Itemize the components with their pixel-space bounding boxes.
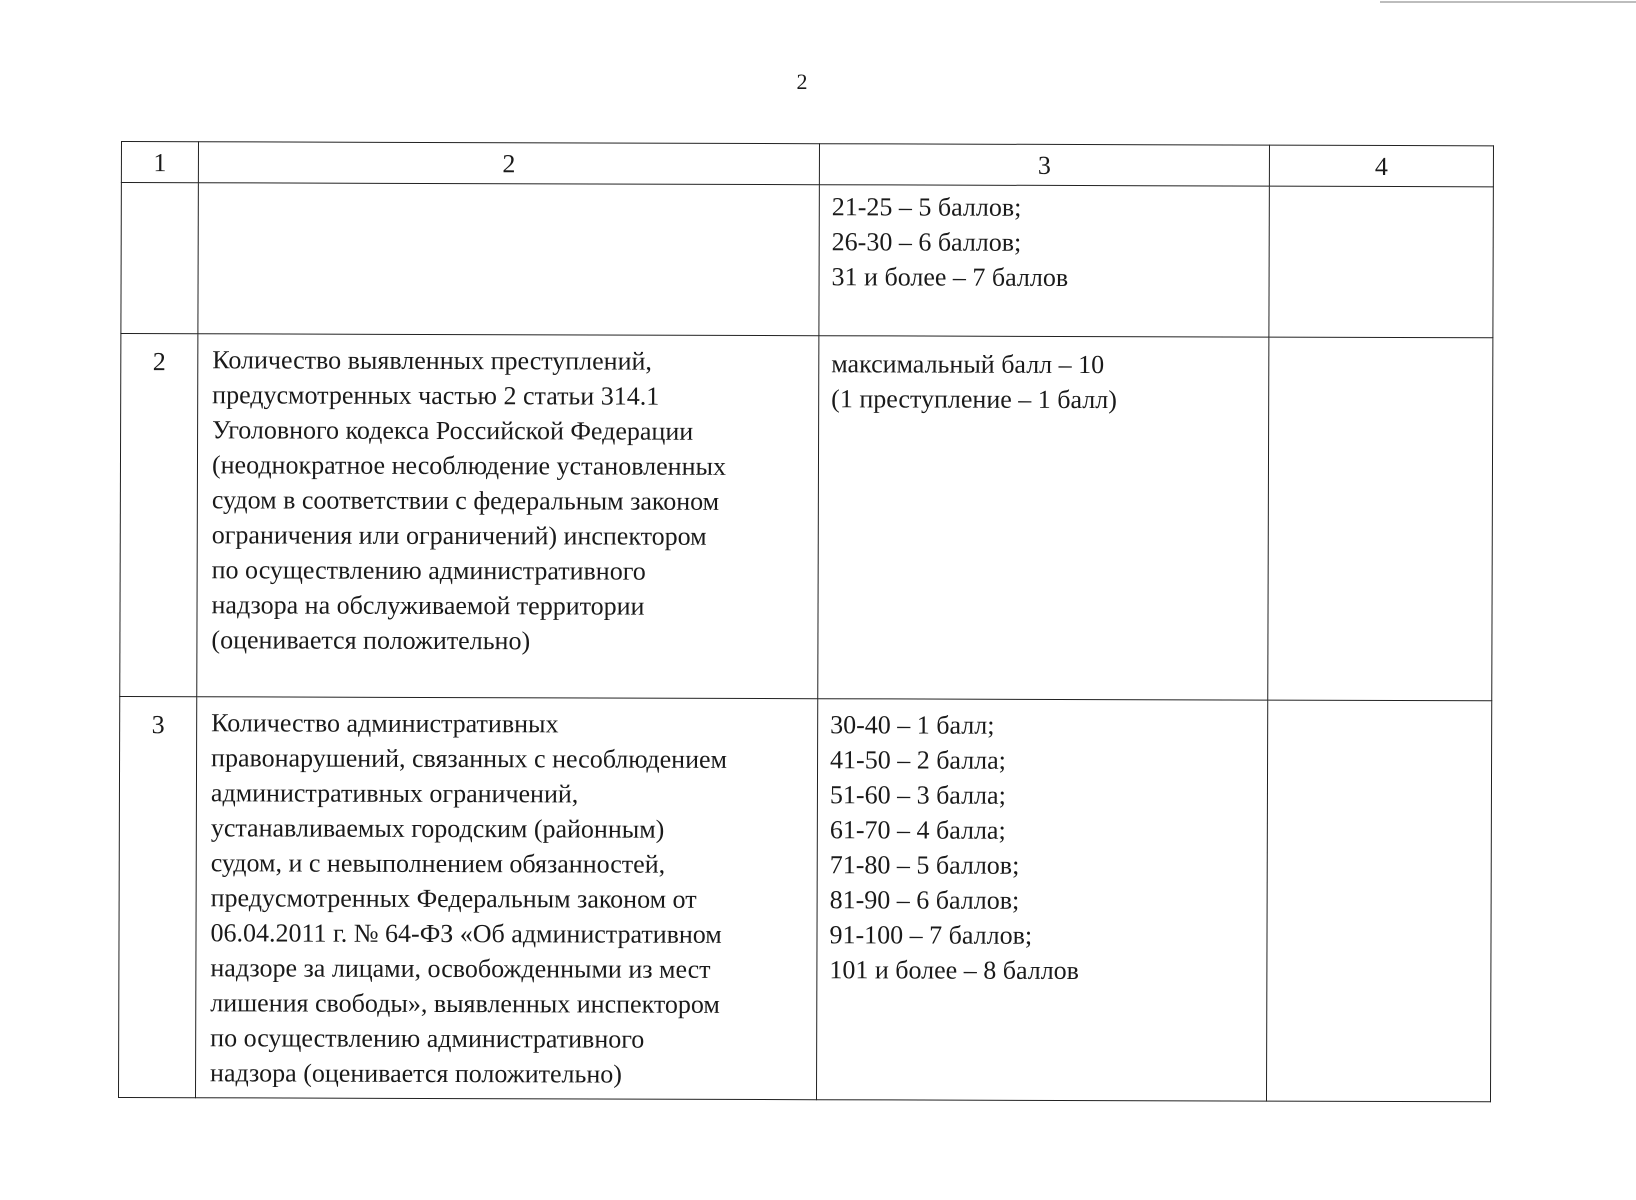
- text-line: 61-70 – 4 балла;: [829, 815, 1006, 845]
- text-line: 81-90 – 6 баллов;: [829, 885, 1020, 915]
- table-row: [118, 696, 1491, 1101]
- text-line: Уголовного кодекса Российской Федерации: [212, 415, 694, 446]
- text-line: лишения свободы», выявленных инспектором: [210, 988, 720, 1019]
- text-line: Количество выявленных преступлений,: [212, 345, 652, 376]
- row-col4: [1266, 700, 1491, 1102]
- text-line: по осуществлению административного: [210, 1023, 645, 1054]
- header-cell: 3: [819, 144, 1269, 186]
- text-line: 31 и более – 7 баллов: [831, 262, 1069, 292]
- row-score: [816, 699, 1267, 1101]
- row-number: 3: [118, 696, 196, 1097]
- header-cell: 1: [121, 142, 198, 183]
- row-number: 2: [120, 334, 198, 697]
- text-line: 91-100 – 7 баллов;: [829, 920, 1033, 950]
- text-line: административных ограничений,: [210, 778, 579, 809]
- text-line: надзора на обслуживаемой территории: [211, 590, 645, 621]
- text-line: 101 и более – 8 баллов: [829, 955, 1080, 986]
- text-line: (неоднократное несоблюдение установленных: [211, 450, 727, 481]
- text-line: надзора (оценивается положительно): [210, 1058, 622, 1089]
- header-cell: 4: [1269, 145, 1493, 187]
- text-line: предусмотренных частью 2 статьи 314.1: [212, 380, 660, 411]
- table-row: [121, 183, 1493, 338]
- table-header-row: [121, 142, 1493, 187]
- text-line: надзоре за лицами, освобожденными из мест: [210, 953, 711, 984]
- text-line: судом, и с невыполнением обязанностей,: [210, 848, 666, 879]
- text-line: 71-80 – 5 баллов;: [829, 850, 1020, 880]
- row-col4: [1269, 186, 1493, 338]
- criteria-table: [118, 141, 1494, 1102]
- text-line: по осуществлению административного: [211, 555, 646, 586]
- text-line: 51-60 – 3 балла;: [829, 780, 1006, 810]
- text-line: ограничения или ограничений) инспектором: [211, 520, 707, 551]
- row-description: [197, 334, 819, 699]
- table-row: [120, 334, 1493, 701]
- text-line: 30-40 – 1 балл;: [830, 710, 995, 740]
- text-line: 41-50 – 2 балла;: [830, 745, 1006, 775]
- text-line: 21-25 – 5 баллов;: [831, 192, 1022, 222]
- text-line: Количество административных: [211, 708, 559, 739]
- text-line: (оценивается положительно): [211, 625, 531, 656]
- text-line: максимальный балл – 10: [831, 349, 1105, 380]
- row-number: [121, 183, 198, 334]
- text-line: правонарушений, связанных с несоблюдением: [211, 743, 728, 774]
- row-score: [818, 336, 1269, 700]
- row-col4: [1268, 337, 1493, 701]
- scan-edge-mark: [1380, 1, 1636, 3]
- page-number: 2: [796, 69, 808, 94]
- text-line: 26-30 – 6 баллов;: [831, 227, 1022, 257]
- text-line: 06.04.2011 г. № 64-ФЗ «Об административном: [210, 918, 722, 949]
- header-cell: 2: [198, 142, 819, 185]
- row-description: [198, 183, 819, 336]
- row-description: [195, 697, 817, 1100]
- text-line: предусмотренных Федеральным законом от: [210, 883, 697, 914]
- text-line: (1 преступление – 1 балл): [831, 384, 1117, 415]
- row-score: [819, 185, 1269, 337]
- text-line: устанавливаемых городским (районным): [210, 813, 665, 844]
- text-line: судом в соответствии с федеральным законом: [211, 485, 720, 516]
